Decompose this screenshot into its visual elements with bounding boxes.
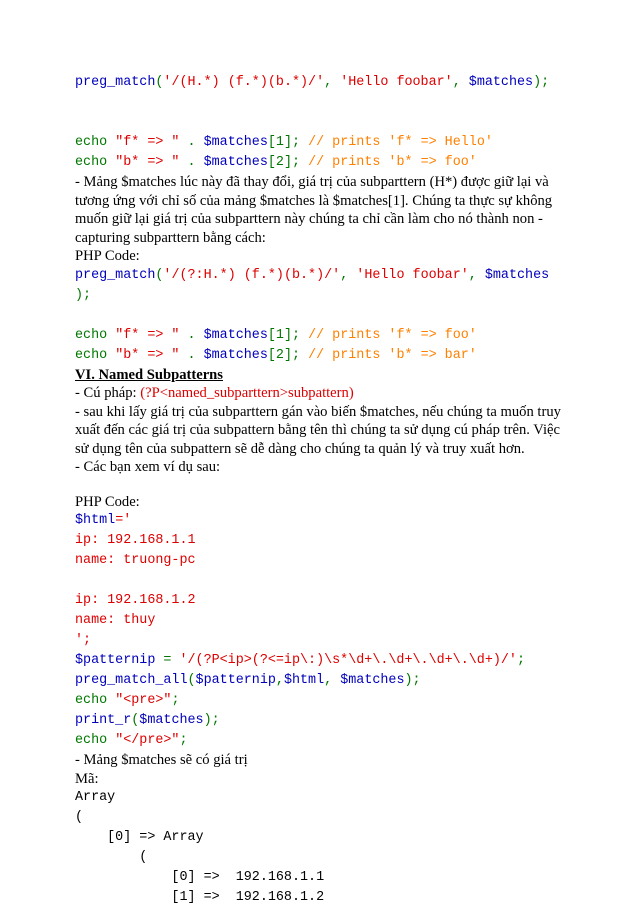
variable: $matches [203, 135, 268, 150]
separator: , [340, 267, 357, 283]
variable: $matches [340, 673, 405, 688]
syntax-line [75, 384, 565, 403]
document-page [75, 73, 565, 908]
paren: ); [203, 713, 220, 728]
semicolon: ; [292, 347, 309, 363]
subject-string: 'Hello foobar' [356, 267, 469, 283]
separator: , [468, 267, 485, 283]
variable: $matches [203, 347, 268, 363]
variable: $matches [203, 327, 268, 343]
code-line-preg-match-1 [75, 73, 565, 93]
paren: ); [75, 287, 92, 303]
comment: // prints 'b* => foo' [308, 155, 477, 170]
separator: , [324, 673, 341, 688]
keyword: echo [75, 347, 116, 363]
variable: $matches [484, 267, 550, 283]
output-line: [1] => 192.168.1.2 [75, 890, 325, 905]
code-line-html-content: name: truong-pc [75, 553, 196, 568]
paren: ); [404, 673, 421, 688]
variable: $html [283, 673, 325, 688]
output-line: [0] => Array [75, 830, 204, 845]
output-line: ( [75, 850, 148, 865]
semicolon: ; [292, 327, 309, 343]
semicolon: ; [292, 135, 309, 150]
string: "f* => " [115, 327, 180, 343]
code-line-html-content: ip: 192.168.1.2 [75, 593, 196, 608]
paragraph-explanation: - sau khi lấy giá trị của subparttern gán vào biến $matches, nếu chúng ta muốn truy xuất đến các giá trị của subpattern bằng tên thì chúng ta sử dụng cú pháp trên. Việc sử dụng tên của subpattern sẽ dễ dàng cho chúng ta quản lý và truy xuất hơn. [75, 403, 561, 457]
keyword: echo [75, 155, 116, 170]
paren: ( [155, 267, 164, 283]
index: [1] [267, 327, 292, 343]
comment: // prints 'f* => Hello' [308, 135, 493, 150]
operator: . [179, 155, 204, 170]
comment: // prints 'f* => foo' [308, 327, 477, 343]
function-name: preg_match_all [75, 673, 188, 688]
paren: ( [131, 713, 140, 728]
spacer [75, 113, 565, 133]
paren: ( [155, 75, 164, 90]
code-line-print-r [75, 711, 565, 731]
variable: $patternip [195, 673, 276, 688]
output-line: ( [75, 810, 84, 825]
output-line: [0] => 192.168.1.1 [75, 870, 325, 885]
regex-string: '/(?:H.*) (f.*)(b.*)/' [163, 267, 341, 283]
code-line-html-assign [75, 511, 565, 531]
syntax-label: - Cú pháp: [75, 385, 141, 401]
code-line-preg-match-2-cont [75, 286, 565, 306]
variable: $html [75, 513, 116, 528]
variable: $patternip [75, 653, 156, 668]
paragraph-explanation: - Mảng $matches lúc này đã thay đổi, giá trị của subparttern (H*) được giữ lại và tương ứng với chỉ số của mảng $matches là $matches[1]. Chúng ta thực sự không muốn giữ lại giá trị của subparttern này chúng ta chỉ cần làm cho nó thành non - capturing subparttern bằng cách: [75, 174, 553, 246]
regex-string: '/(?P<ip>(?<=ip\:)\s*\d+\.\d+\.\d+\.\d+)/' [179, 653, 517, 668]
operator: . [179, 327, 204, 343]
php-code-label: PHP Code: [75, 493, 140, 510]
code-line-echo [75, 133, 565, 153]
index: [2] [267, 347, 292, 363]
variable: $matches [468, 75, 534, 90]
php-code-label: PHP Code: [75, 248, 140, 264]
section-heading: VI. Named Subpatterns [75, 366, 223, 383]
code-line-echo [75, 326, 565, 346]
code-line-echo-pre-close [75, 731, 565, 751]
separator: , [452, 75, 469, 90]
keyword: echo [75, 135, 116, 150]
code-line-preg-match-all [75, 671, 565, 691]
spacer [75, 306, 565, 326]
semicolon: ; [179, 733, 188, 748]
regex-string: '/(H.*) (f.*)(b.*)/' [163, 75, 325, 90]
paragraph-example-intro: - Các bạn xem ví dụ sau: [75, 459, 221, 475]
variable: $matches [139, 713, 204, 728]
code-line-html-content: '; [75, 633, 92, 648]
string: "f* => " [115, 135, 180, 150]
code-line-preg-match-2 [75, 266, 565, 286]
function-name: print_r [75, 713, 132, 728]
output-line: Array [75, 790, 116, 805]
spacer [75, 93, 565, 113]
keyword: echo [75, 327, 116, 343]
function-name: preg_match [75, 75, 156, 90]
code-label: Mã: [75, 770, 99, 787]
code-line-html-content: ip: 192.168.1.1 [75, 533, 196, 548]
code-line-echo [75, 346, 565, 366]
separator: , [275, 673, 284, 688]
comment: // prints 'b* => bar' [308, 347, 477, 363]
code-line-html-content [75, 571, 565, 591]
spacer [75, 477, 565, 493]
string: =' [115, 513, 132, 528]
string: "</pre>" [115, 733, 180, 748]
operator: . [179, 347, 204, 363]
string: "<pre>" [115, 693, 172, 708]
paragraph-result: - Mảng $matches sẽ có giá trị [75, 752, 248, 768]
function-name: preg_match [75, 267, 156, 283]
string: "b* => " [115, 155, 180, 170]
index: [1] [267, 135, 292, 150]
keyword: echo [75, 733, 116, 748]
semicolon: ; [292, 155, 309, 170]
separator: , [324, 75, 341, 90]
paren: ); [533, 75, 550, 90]
index: [2] [267, 155, 292, 170]
operator: . [179, 135, 204, 150]
semicolon: ; [171, 693, 180, 708]
subject-string: 'Hello foobar' [340, 75, 453, 90]
code-line-echo [75, 153, 565, 173]
variable: $matches [203, 155, 268, 170]
keyword: echo [75, 693, 116, 708]
string: "b* => " [115, 347, 180, 363]
syntax-pattern: (?P<named_subparttern>subpattern) [140, 385, 354, 401]
code-line-pattern-assign [75, 651, 565, 671]
paren: ( [187, 673, 196, 688]
semicolon: ; [516, 653, 526, 668]
code-line-html-content: name: thuy [75, 613, 156, 628]
operator: = [155, 653, 180, 668]
code-line-echo-pre [75, 691, 565, 711]
